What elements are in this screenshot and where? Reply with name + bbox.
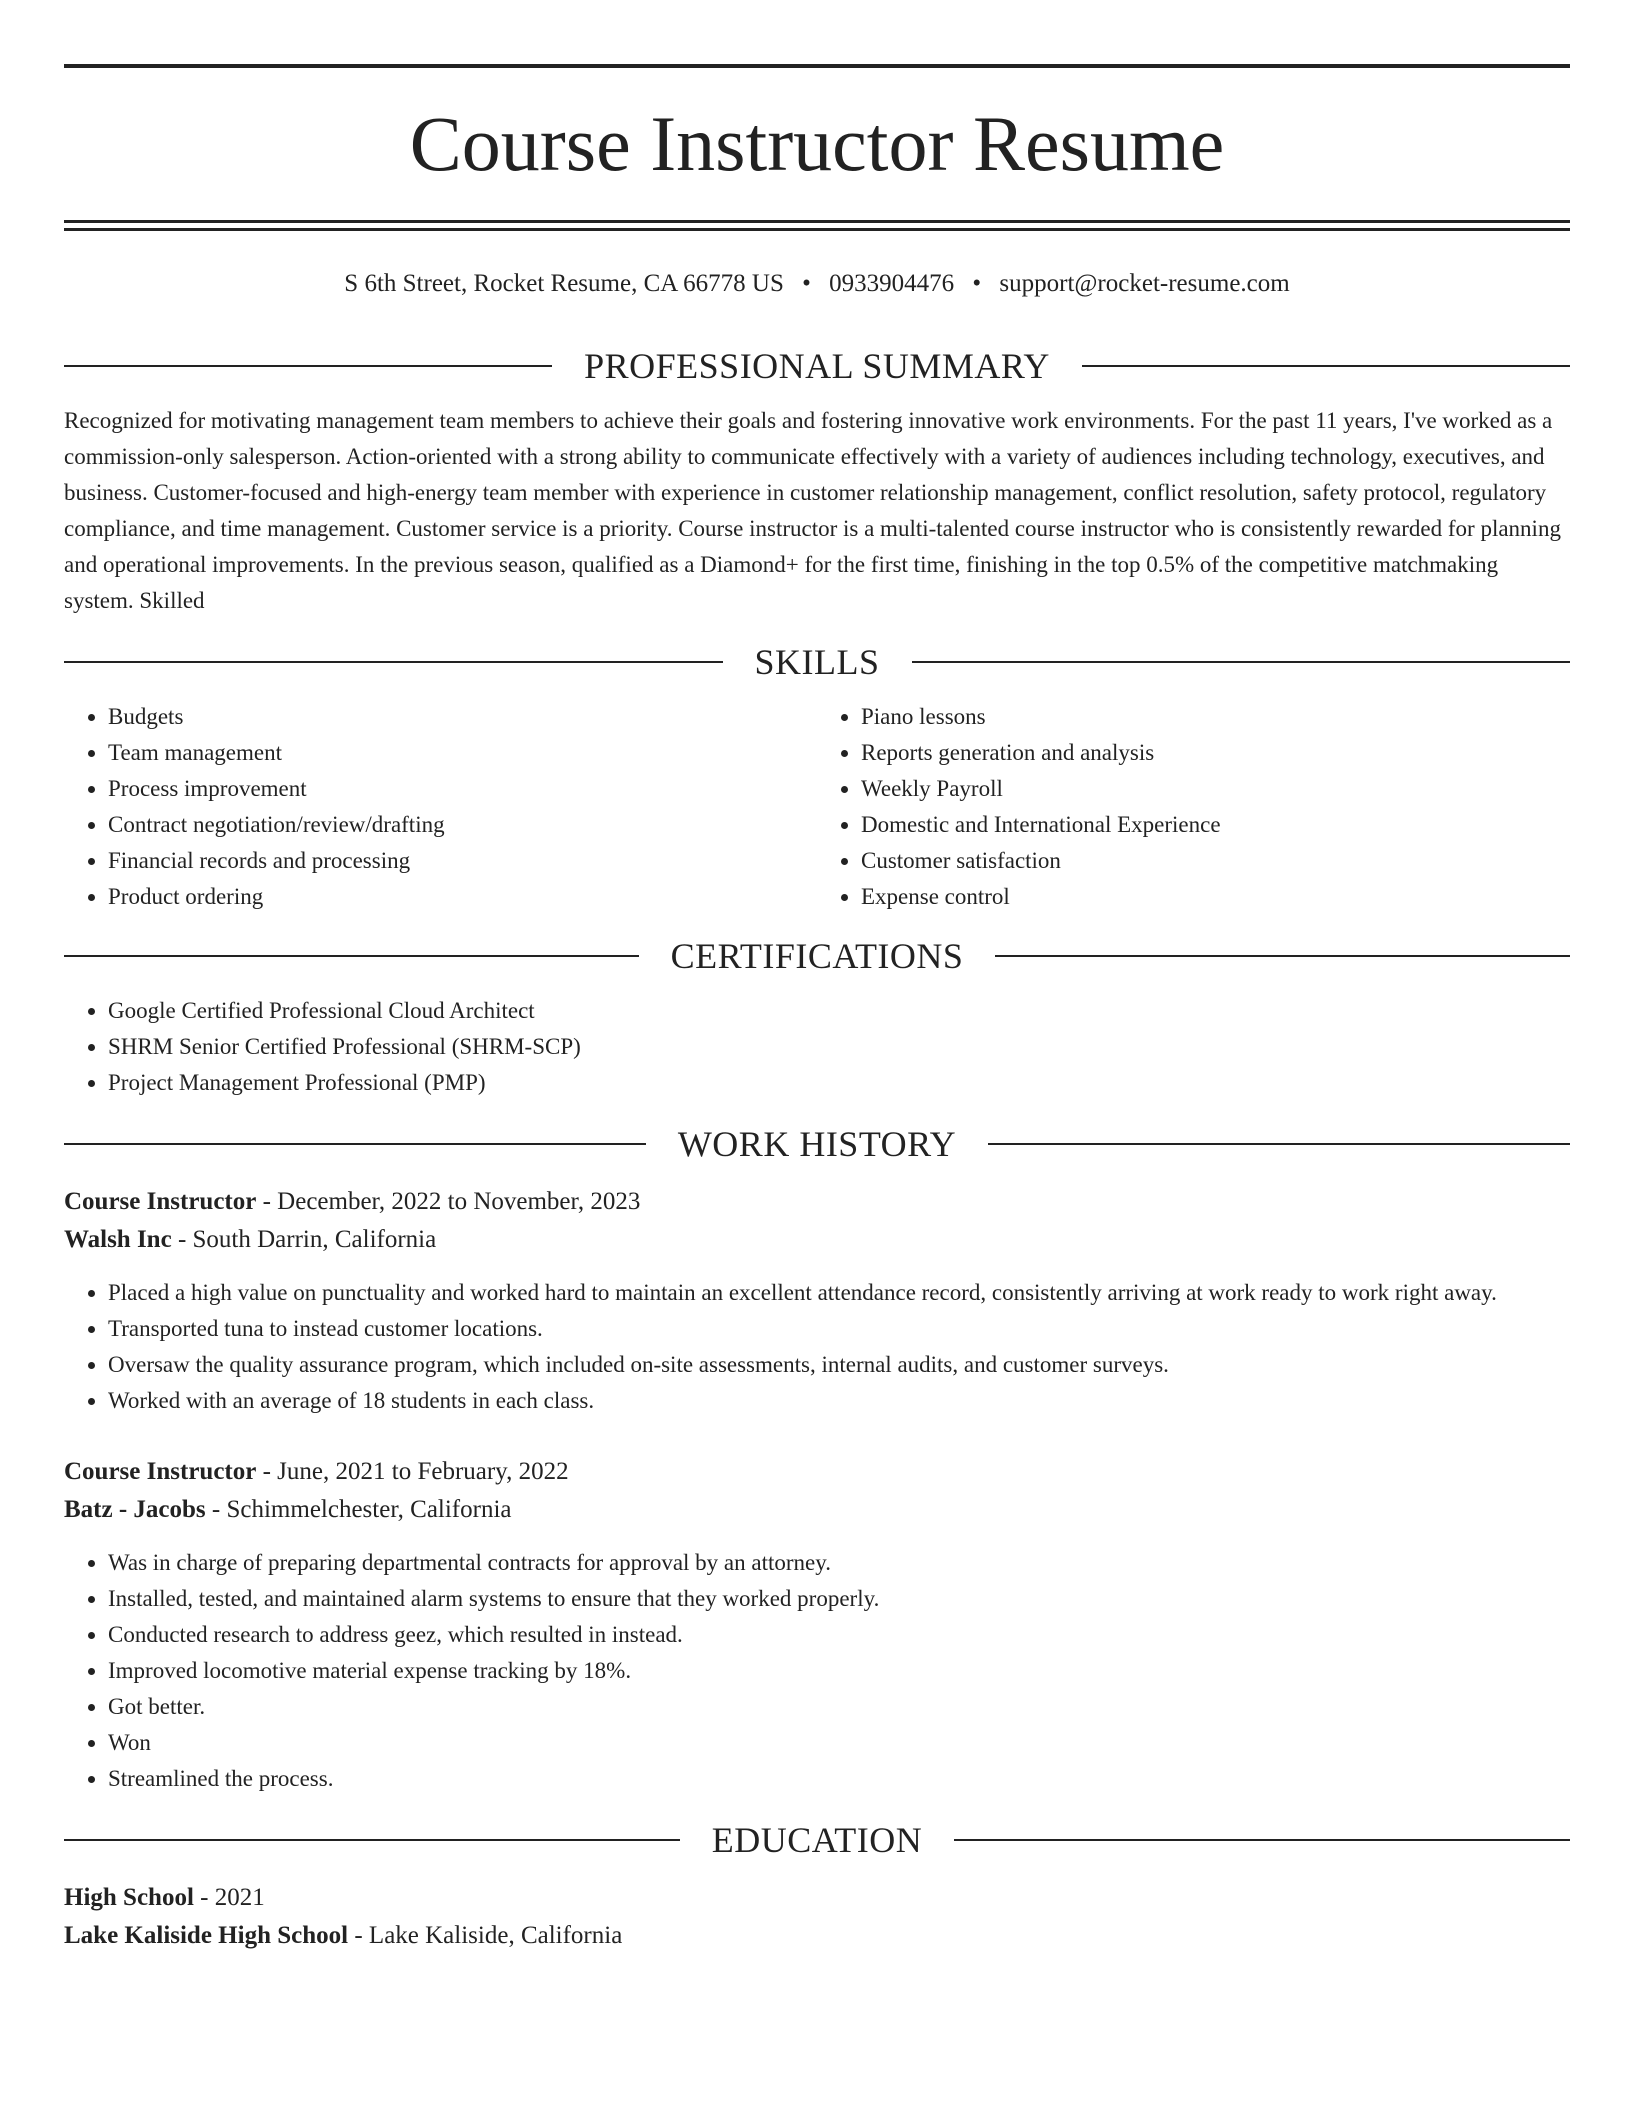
heading-rule-right	[912, 661, 1571, 663]
education-entry	[64, 1879, 1570, 1955]
certification-item: • Project Management Professional (PMP)	[108, 1065, 1570, 1101]
heading-rule-right	[988, 1143, 1570, 1145]
skills-heading	[64, 641, 1570, 683]
skills-left-list	[64, 699, 817, 915]
job-bullet: • Installed, tested, and maintained alarm systems to ensure that they worked properly.	[108, 1581, 1570, 1617]
education-heading-label: EDUCATION	[711, 1820, 923, 1860]
certifications-heading	[64, 935, 1570, 977]
skills-heading-label: SKILLS	[754, 642, 880, 682]
certifications-heading-label: CERTIFICATIONS	[670, 936, 964, 976]
skill-item: • Weekly Payroll	[861, 771, 1570, 807]
job-company: Walsh Inc	[64, 1226, 172, 1253]
job-bullet: • Won	[108, 1725, 1570, 1761]
heading-rule-right	[995, 955, 1570, 957]
contact-line	[64, 267, 1570, 301]
job-company-line	[64, 1491, 1570, 1529]
education-location: - Lake Kaliside, California	[348, 1922, 623, 1949]
resume-title: Course Instructor Resume	[409, 100, 1225, 187]
job-location: - South Darrin, California	[171, 1226, 437, 1253]
job-bullet: • Placed a high value on punctuality and worked hard to maintain an excellent attendance record, consistently arriving at work ready to work right away.	[108, 1275, 1570, 1311]
heading-rule-left	[64, 1143, 646, 1145]
job-bullet: • Transported tuna to instead customer locations.	[108, 1311, 1570, 1347]
heading-rule-left	[64, 661, 723, 663]
job-bullet: • Got better.	[108, 1689, 1570, 1725]
job-title: Course Instructor	[64, 1458, 257, 1485]
separator-1: •	[802, 270, 811, 297]
certification-item: • Google Certified Professional Cloud Architect	[108, 993, 1570, 1029]
skill-item: • Budgets	[108, 699, 817, 735]
education-heading	[64, 1819, 1570, 1861]
address: S 6th Street, Rocket Resume, CA 66778 US	[344, 270, 784, 297]
skills-right-list	[817, 699, 1570, 915]
job-company-line	[64, 1221, 1570, 1259]
job-bullet: • Oversaw the quality assurance program, which included on-site assessments, internal audits, and customer surveys.	[108, 1347, 1570, 1383]
double-rule	[64, 220, 1570, 231]
job-bullet: • Streamlined the process.	[108, 1761, 1570, 1797]
separator-2: •	[972, 270, 982, 297]
skill-item: • Expense control	[861, 879, 1570, 915]
work-heading	[64, 1123, 1570, 1165]
education-degree-line	[64, 1879, 1570, 1917]
skill-item: • Customer satisfaction	[861, 843, 1570, 879]
skill-item: • Financial records and processing	[108, 843, 817, 879]
certification-item: • SHRM Senior Certified Professional (SHRM-SCP)	[108, 1029, 1570, 1065]
heading-rule-right	[954, 1839, 1570, 1841]
top-rule	[64, 64, 1570, 68]
job-bullet: • Improved locomotive material expense tracking by 18%.	[108, 1653, 1570, 1689]
summary-text: Recognized for motivating management team members to achieve their goals and fostering innovative work environments. For the past 11 years, I've worked as a commission-only salesperson. Action-oriented with a strong ability to communicate effectively with a variety of audiences including technology, executives, and business. Customer-focused and high-energy team member with experience in customer relationship management, conflict resolution, safety protocol, regulatory compliance, and time management. Customer service is a priority. Course instructor is a multi-talented course instructor who is consistently rewarded for planning and operational improvements. In the previous season, qualified as a Diamond+ for the first time, finishing in the top 0.5% of the competitive matchmaking system. Skilled	[64, 408, 1561, 613]
job-entry	[64, 1453, 1570, 1797]
skill-item: • Team management	[108, 735, 817, 771]
skill-item: • Process improvement	[108, 771, 817, 807]
resume-page	[64, 64, 1570, 1955]
certifications-list	[64, 993, 1570, 1101]
summary-heading-label: PROFESSIONAL SUMMARY	[584, 346, 1050, 386]
heading-rule-right	[1082, 365, 1570, 367]
skill-item: • Piano lessons	[861, 699, 1570, 735]
phone: 0933904476	[829, 270, 955, 297]
job-bullets	[64, 1275, 1570, 1419]
job-bullet: • Was in charge of preparing departmental contracts for approval by an attorney.	[108, 1545, 1570, 1581]
education-year: - 2021	[193, 1884, 265, 1911]
job-dates: - June, 2021 to February, 2022	[256, 1458, 569, 1485]
education-degree: High School	[64, 1884, 194, 1911]
job-bullet: • Conducted research to address geez, which resulted in instead.	[108, 1617, 1570, 1653]
heading-rule-left	[64, 955, 639, 957]
education-school: Lake Kaliside High School	[64, 1922, 349, 1949]
skill-item: • Contract negotiation/review/drafting	[108, 807, 817, 843]
work-heading-label: WORK HISTORY	[677, 1124, 957, 1164]
skill-item: • Domestic and International Experience	[861, 807, 1570, 843]
email[interactable]: support@rocket-resume.com	[999, 270, 1290, 297]
summary-heading	[64, 345, 1570, 387]
job-company: Batz - Jacobs	[64, 1496, 206, 1523]
heading-rule-left	[64, 1839, 680, 1841]
heading-rule-left	[64, 365, 552, 367]
job-dates: - December, 2022 to November, 2023	[256, 1188, 641, 1215]
job-title-line	[64, 1183, 1570, 1221]
skills-grid	[64, 699, 1570, 915]
skill-item: • Product ordering	[108, 879, 817, 915]
job-location: - Schimmelchester, California	[205, 1496, 512, 1523]
job-bullets	[64, 1545, 1570, 1797]
job-bullet: • Worked with an average of 18 students in each class.	[108, 1383, 1570, 1419]
skill-item: • Reports generation and analysis	[861, 735, 1570, 771]
job-title-line	[64, 1453, 1570, 1491]
job-title: Course Instructor	[64, 1188, 257, 1215]
job-entry	[64, 1183, 1570, 1419]
education-school-line	[64, 1917, 1570, 1955]
